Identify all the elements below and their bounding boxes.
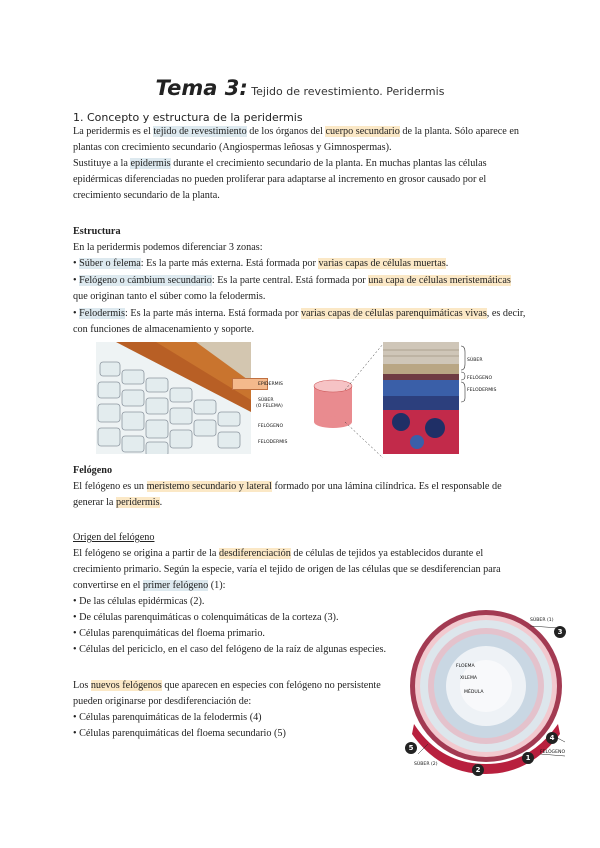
- highlight-term: nuevos felógenos: [90, 680, 162, 691]
- origen-p2-line2: pueden originarse por desdiferenciación de:: [73, 696, 252, 707]
- highlight-term: cuerpo secundario: [325, 126, 400, 137]
- micrograph-left-image: [96, 342, 251, 454]
- label-felogeno: FELÓGENO: [258, 424, 284, 429]
- marker-3: 3: [554, 626, 566, 638]
- estructura-bullet-felogeno: [73, 273, 511, 289]
- text-span: durante el crecimiento secundario de la planta. En muchas plantas las células: [170, 158, 487, 169]
- origen-p2-line1: [73, 678, 381, 694]
- text-span: formado por una lámina cilíndrica. Es el responsable de: [271, 481, 502, 492]
- label-right-suber: SÚBER: [467, 358, 483, 363]
- title-colon: :: [239, 76, 248, 100]
- text-span: : Es la parte más externa. Está formada por: [140, 258, 319, 269]
- marker-2: 2: [472, 764, 484, 776]
- highlight-term: epidermis: [130, 158, 171, 169]
- origen-bullet2-2: • Células parenquimáticas del floema secundario (5): [73, 728, 286, 739]
- felogeno-heading: Felógeno: [73, 465, 113, 476]
- highlight-term: tejido de revestimiento: [153, 126, 247, 137]
- label-suber: SÚBER: [258, 398, 274, 403]
- highlight-term: meristemo secundario y lateral: [146, 481, 272, 492]
- highlight-term: primer felógeno: [142, 580, 209, 591]
- text-span: (1):: [208, 580, 226, 591]
- highlight-term: Felógeno o cámbium secundario: [79, 275, 212, 286]
- estructura-heading: Estructura: [73, 226, 121, 237]
- origen-heading: Origen del felógeno: [73, 532, 155, 543]
- text-span: Sustituye a la: [73, 158, 131, 169]
- highlight-term: desdiferenciación: [218, 548, 291, 559]
- text-span: Los: [73, 680, 91, 691]
- label-felodermis: FELODERMIS: [258, 440, 288, 445]
- origen-bullet-2: • De células parenquimáticas o colenquimáticas de la corteza (3).: [73, 612, 339, 623]
- text-span: El felógeno es un: [73, 481, 147, 492]
- highlight-term: una capa de células meristemáticas: [368, 275, 511, 286]
- text-span: •: [73, 258, 80, 269]
- estructura-bullet-suber: [73, 256, 448, 272]
- section1-p1-line1: [73, 124, 519, 140]
- text-span: .: [159, 497, 163, 508]
- micrograph-right-image: [383, 342, 459, 454]
- highlight-term: peridermis: [115, 497, 160, 508]
- marker-1: 1: [522, 752, 534, 764]
- text-span: •: [73, 308, 80, 319]
- section1-p2-line1: [73, 156, 487, 172]
- text-span: •: [73, 275, 80, 286]
- section1-p2-line2: epidérmicas diferenciadas no pueden proliferar para adaptarse al incremento en grosor causado por el: [73, 174, 487, 185]
- text-span: convertirse en el: [73, 580, 143, 591]
- fig2-label-suber1: SÚBER (1): [530, 618, 554, 623]
- micrograph-right: [383, 342, 459, 454]
- label-right-felogeno: FELÓGENO: [467, 376, 493, 381]
- origen-bullet-3: • Células parenquimáticas del floema primario.: [73, 628, 265, 639]
- text-span: de los órganos del: [246, 126, 326, 137]
- section1-p1-line2: plantas con crecimiento secundario (Angiospermas leñosas y Gimnospermas).: [73, 142, 392, 153]
- fig2-label-suber2: SÚBER (2): [414, 762, 438, 767]
- marker-4: 4: [546, 732, 558, 744]
- text-span: , es decir,: [486, 308, 526, 319]
- title-subtitle: Tejido de revestimiento. Peridermis: [247, 85, 445, 98]
- zoom-lines: [345, 342, 385, 462]
- section1-heading: 1. Concepto y estructura de la peridermis: [73, 111, 303, 124]
- highlight-term: Súber o felema: [79, 258, 141, 269]
- text-span: El felógeno se origina a partir de la: [73, 548, 219, 559]
- title-main: Tema 3: [155, 76, 240, 100]
- felogeno-line2: [73, 495, 162, 511]
- text-span: : Es la parte central. Está formada por: [211, 275, 369, 286]
- felogeno-line1: [73, 479, 502, 495]
- text-span: La peridermis es el: [73, 126, 154, 137]
- fig2-label-floema: FLOEMA: [456, 664, 475, 669]
- estructura-bullet-felogeno-l2: que originan tanto el súber como la felodermis.: [73, 291, 266, 302]
- fig2-label-felogeno: FELÓGENO: [540, 750, 566, 755]
- origen-line1: [73, 546, 483, 562]
- origen-line3: [73, 578, 225, 594]
- text-span: de la planta. Sólo aparece en: [399, 126, 519, 137]
- estructura-intro: En la peridermis podemos diferenciar 3 zonas:: [73, 242, 263, 253]
- label-felema: (O FELEMA): [256, 404, 283, 409]
- estructura-bullet-felodermis: [73, 306, 525, 322]
- text-span: generar la: [73, 497, 116, 508]
- origen-bullet2-1: • Células parenquimáticas de la felodermis (4): [73, 712, 262, 723]
- highlight-term: varias capas de células parenquimáticas vivas: [300, 308, 487, 319]
- highlight-term: Felodermis: [79, 308, 125, 319]
- micrograph-left: [96, 342, 251, 454]
- text-span: que aparecen en especies con felógeno no persistente: [161, 680, 381, 691]
- fig2-label-medula: MÉDULA: [464, 690, 484, 695]
- origen-bullet-4: • Células del periciclo, en el caso del felógeno de la raíz de algunas especies.: [73, 644, 387, 655]
- estructura-bullet-felodermis-l2: con funciones de almacenamiento y soporte.: [73, 324, 255, 335]
- fig2-label-xilema: XILEMA: [460, 676, 478, 681]
- text-span: de células de tejidos ya establecidos durante el: [290, 548, 484, 559]
- highlight-term: varias capas de células muertas: [318, 258, 446, 269]
- label-epidermis: EPIDERMIS: [258, 382, 283, 387]
- label-right-felodermis: FELODERMIS: [467, 388, 497, 393]
- marker-5: 5: [405, 742, 417, 754]
- text-span: : Es la parte más interna. Está formada por: [124, 308, 301, 319]
- origen-bullet-1: • De las células epidérmicas (2).: [73, 596, 205, 607]
- page-title: [0, 76, 600, 100]
- section1-p2-line3: crecimiento secundario de la planta.: [73, 190, 220, 201]
- text-span: .: [445, 258, 449, 269]
- origen-line2: crecimiento primario. Según la especie, varía el tejido de origen de las células que se desdiferencian para: [73, 564, 501, 575]
